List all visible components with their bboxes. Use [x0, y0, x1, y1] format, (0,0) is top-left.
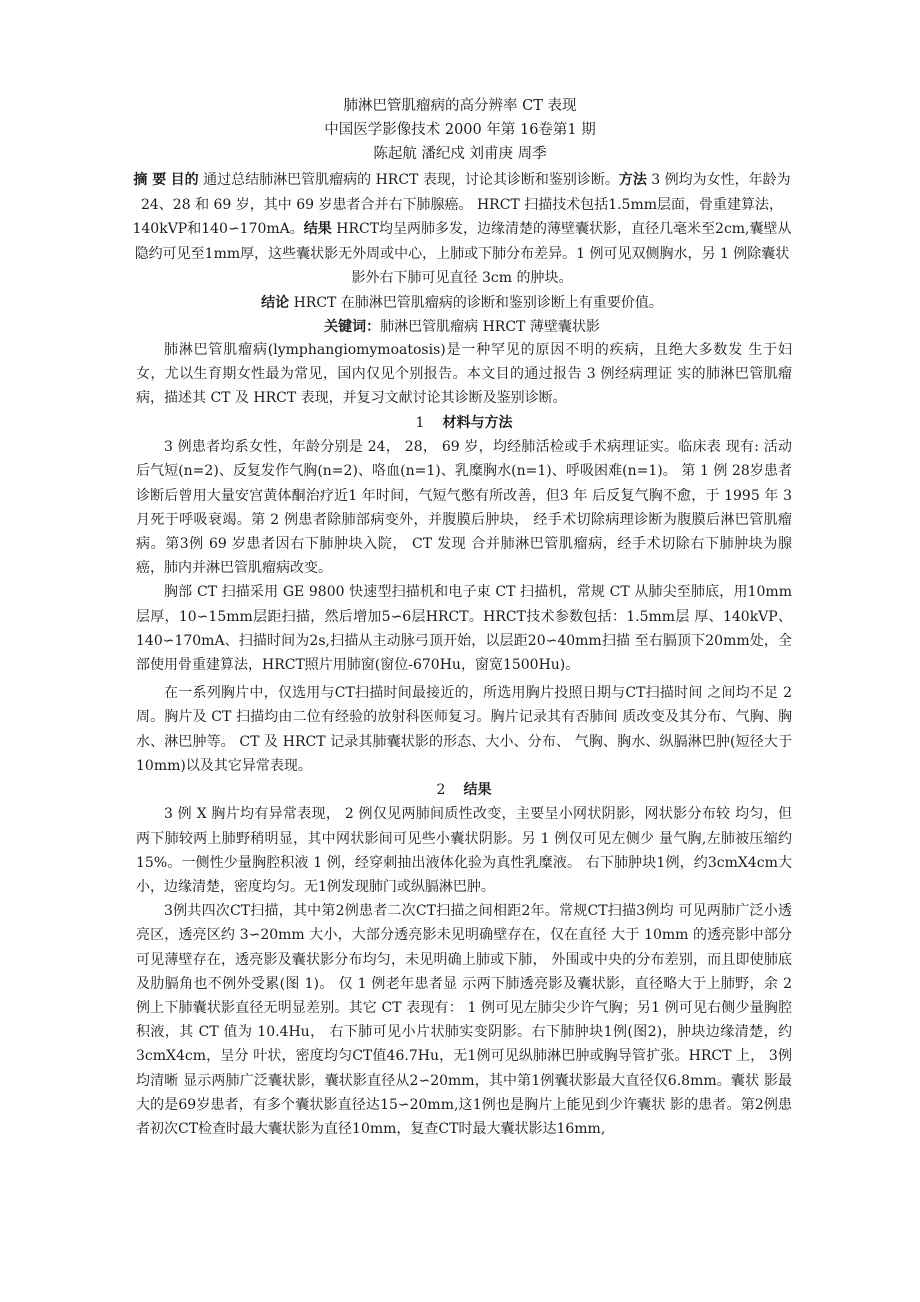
- section-number: 2: [436, 781, 446, 798]
- section-heading-1: [136, 411, 792, 436]
- conclusion-label: 结论: [261, 294, 290, 311]
- abstract-objective: [132, 168, 792, 291]
- objective-label: 目的: [170, 172, 199, 188]
- keywords: [132, 315, 792, 340]
- methods-paragraph-3: 在一系列胸片中，仅选用与CT扫描时间最接近的，所选用胸片投照日期与CT扫描时间 之间均不足 2 周。胸片及 CT 扫描均由二位有经验的放射科医师复习。胸片记录其有否肺间 质改变及其分布、气胸、胸水、淋巴肿等。 CT 及 HRCT 记录其肺囊状影的形态、大小、分布、 气胸、胸水、纵膈淋巴肿(短径大于10mm)以及其它异常表现。: [136, 685, 792, 774]
- results-paragraph-2: 3例共四次CT扫描，其中第2例患者二次CT扫描之间相距2年。常规CT扫描3例均 可见两肺广泛小透亮区，透亮区约 3∽20mm 大小，大部分透亮影未见明确壁存在，仅在直径 大于 10mm 的透亮影中部分可见薄壁存在，透亮影及囊状影分布均匀，未见明确上肺或下肺， 外围或中央的分布差别，而且即使肺底及肋膈角也不例外受累(图 1)。 仅 1 例老年患者显 示两下肺透亮影及囊状影，直径略大于上肺野，余 2 例上下肺囊状影直径无明显差别。其它 CT 表现有： 1 例可见左肺尖少许气胸；另1 例可见右侧少量胸腔积液，其 CT 值为 10.4Hu， 右下肺可见小片状肺实变阴影。右下肺肿块1例(图2)，肿块边缘清楚，约3cmX4cm，呈分 叶状，密度均匀CT值46.7Hu，无1例可见纵肺淋巴肿或胸导管扩张。HRCT 上， 3例均清晰 显示两肺广泛囊状影，囊状影直径从2∽20mm，其中第1例囊状影最大直径仅6.8mm。囊状 影最大的是69岁患者，有多个囊状影直径达15∽20mm,这1例也是胸片上能见到少许囊状 影的患者。第2例患者初次CT检查时最大囊状影为直径10mm，复查CT时最大囊状影达16mm,: [136, 903, 792, 1138]
- conclusion-text: HRCT 在肺淋巴管肌瘤病的诊断和鉴别诊断上有重要价值。: [293, 294, 663, 311]
- body-text: [136, 338, 792, 1141]
- keywords-label: 关键词：: [324, 319, 381, 335]
- authors: 陈起航 潘纪戍 刘甫庚 周季: [373, 146, 547, 162]
- section-title: 材料与方法: [442, 414, 513, 431]
- abstract: [132, 168, 792, 340]
- intro-paragraph: 肺淋巴管肌瘤病(lymphangiomymoatosis)是一种罕见的原因不明的疾病，且绝大多数发 生于妇女，尤以生育期女性最为常见，国内仅见个别报告。本文目的通过报告 3 例经病理证 实的肺淋巴管肌瘤病，描述其 CT 及 HRCT 表现，并复习文献讨论其诊断及鉴别诊断。: [136, 342, 792, 407]
- section-heading-2: [136, 778, 792, 803]
- methods-label: 方法: [618, 172, 647, 188]
- journal-info: 中国医学影像技术 2000 年第 16卷第1 期: [324, 122, 596, 138]
- section-title: 结果: [463, 781, 492, 798]
- methods-paragraph-2: 胸部 CT 扫描采用 GE 9800 快速型扫描机和电子束 CT 扫描机，常规 CT 从肺尖至肺底，用10mm层厚，10∽15mm层距扫描，然后增加5∽6层HRCT。HRCT技术参数包括：1.5mm层 厚、140kVP、140∽170mA、扫描时间为2s,扫描从主动脉弓顶开始，以层距20∽40mm扫描 至右膈顶下20mm处，全部使用骨重建算法，HRCT照片用肺窗(窗位-670Hu，窗宽1500Hu)。: [136, 584, 792, 673]
- results-label: 结果: [303, 221, 332, 237]
- section-number: 1: [415, 414, 425, 431]
- methods-paragraph-1: 3 例患者均系女性，年龄分别是 24， 28， 69 岁，均经肺活检或手术病理证实。临床表 现有: 活动后气短(n=2)、反复发作气胸(n=2)、咯血(n=1)、乳糜胸水(n=1)、呼吸困难(n=1)。 第 1 例 28岁患者诊断后曾用大量安宫黄体酮治疗近1 年时间，气短气憋有所改善，但3 年 后反复气胸不愈，于 1995 年 3 月死于呼吸衰竭。第 2 例患者除肺部病变外，并腹膜后肿块， 经手术切除病理诊断为腹膜后淋巴管肌瘤病。第3例 69 岁患者因右下肺肿块入院， CT 发现 合并肺淋巴管肌瘤病，经手术切除右下肺肿块为腺癌，肺内并淋巴管肌瘤病改变。: [136, 439, 792, 577]
- results-paragraph-1: 3 例 X 胸片均有异常表现， 2 例仅见两肺间质性改变，主要呈小网状阴影，网状影分布较 均匀，但两下肺较两上肺野稍明显，其中网状影间可见些小囊状阴影。另 1 例仅可见左侧少 量气胸,左肺被压缩约 15%。一侧性少量胸腔积液 1 例，经穿刺抽出液体化验为真性乳糜液。 右下肺肿块1例，约3cmX4cm大小，边缘清楚，密度均匀。无1例发现肺门或纵膈淋巴肿。: [136, 806, 792, 896]
- title-block: [0, 94, 920, 166]
- keywords-text: 肺淋巴管肌瘤病 HRCT 薄壁囊状影: [380, 319, 600, 335]
- paper-title: 肺淋巴管肌瘤病的高分辨率 CT 表现: [343, 98, 577, 114]
- abstract-conclusion: [132, 291, 792, 316]
- objective-text: 通过总结肺淋巴管肌瘤病的 HRCT 表现，讨论其诊断和鉴别诊断。: [203, 172, 619, 188]
- methods-text: 3 例均为女性，年龄为 24、28 和 69 岁，其中 69 岁患者合并右下肺腺癌。 HRCT 扫描技术包括1.5mm层面，骨重建算法，140kVP和140∽170mA。: [132, 172, 791, 237]
- results-text: HRCT均呈两肺多发，边缘清楚的薄壁囊状影，直径几毫米至2cm,囊壁从隐约可见至1mm厚，这些囊状影无外周或中心，上肺或下肺分布差异。1 例可见双侧胸水，另 1 例除囊状影外右下肺可见直径 3cm 的肿块。: [134, 221, 792, 286]
- abstract-label: 摘 要: [133, 172, 167, 188]
